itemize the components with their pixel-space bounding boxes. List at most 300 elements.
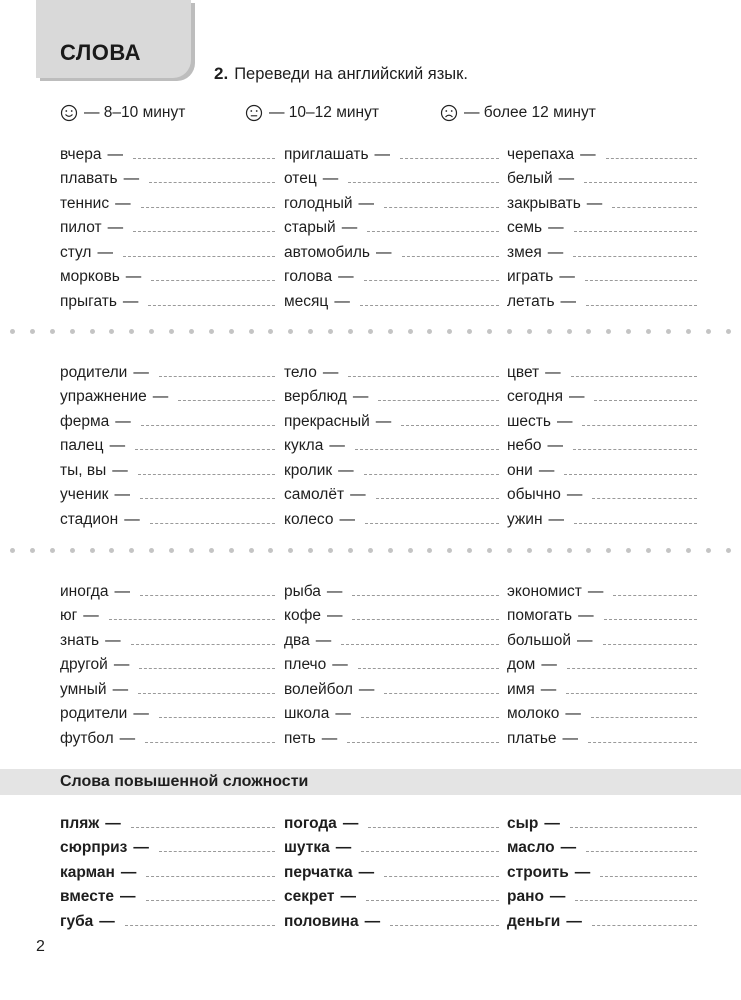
word: умный	[60, 680, 107, 698]
divider-dot	[408, 548, 413, 553]
divider-dot	[666, 548, 671, 553]
em-dash: —	[322, 170, 339, 187]
answer-line[interactable]	[586, 305, 697, 306]
word-row	[284, 504, 499, 529]
answer-line[interactable]	[402, 256, 500, 257]
word: обычно	[507, 486, 561, 503]
answer-line[interactable]	[564, 474, 697, 475]
section2-col2	[284, 357, 499, 529]
word-row	[60, 699, 275, 724]
answer-line[interactable]	[365, 523, 499, 524]
divider-dot	[50, 329, 55, 334]
word-row	[507, 723, 697, 748]
word-row	[507, 406, 697, 431]
section3-col3	[507, 576, 697, 748]
divider-dot	[606, 548, 611, 553]
word-row	[284, 237, 499, 262]
answer-line[interactable]	[355, 449, 499, 450]
answer-line[interactable]	[390, 925, 499, 926]
divider-dot	[666, 329, 671, 334]
word-row	[507, 357, 697, 382]
answer-line[interactable]	[573, 256, 697, 257]
em-dash: —	[107, 145, 123, 163]
answer-line[interactable]	[592, 498, 697, 499]
word: губа	[60, 912, 94, 930]
divider-dot	[368, 329, 373, 334]
divider-dot	[567, 548, 572, 553]
word-row	[507, 431, 697, 456]
word: кофе	[284, 607, 321, 624]
answer-line[interactable]	[352, 595, 499, 596]
em-dash: —	[541, 656, 557, 673]
divider-dot	[90, 548, 95, 553]
word-row	[507, 857, 697, 882]
divider-dot	[368, 548, 373, 553]
word-row	[60, 601, 275, 626]
divider-dot	[467, 329, 472, 334]
word-row	[507, 906, 697, 931]
word-row	[284, 406, 499, 431]
divider-dot	[487, 329, 492, 334]
em-dash: —	[375, 412, 392, 430]
word: рано	[507, 888, 544, 905]
word: колесо	[284, 510, 334, 528]
divider-dot	[70, 329, 75, 334]
em-dash: —	[113, 656, 130, 673]
em-dash: —	[566, 912, 582, 930]
divider-dot	[447, 548, 452, 553]
em-dash: —	[341, 219, 358, 236]
em-dash: —	[114, 582, 130, 600]
em-dash: —	[334, 292, 350, 310]
page-number: 2	[36, 938, 45, 955]
em-dash: —	[350, 486, 366, 503]
em-dash: —	[112, 461, 128, 479]
divider-dot	[209, 329, 214, 334]
word: иногда	[60, 582, 109, 600]
word-row	[507, 455, 697, 480]
divider-dot	[288, 548, 293, 553]
word-row	[507, 674, 697, 699]
word: платье	[507, 729, 557, 747]
answer-line[interactable]	[133, 231, 275, 232]
word-row	[284, 139, 499, 164]
answer-line[interactable]	[603, 644, 698, 645]
word: месяц	[284, 292, 329, 310]
word-row	[507, 188, 697, 213]
word-row	[60, 164, 275, 189]
divider-dot	[388, 329, 393, 334]
answer-line[interactable]	[384, 693, 499, 694]
answer-line[interactable]	[574, 523, 697, 524]
divider-dot	[149, 548, 154, 553]
answer-line[interactable]	[592, 925, 697, 926]
answer-line[interactable]	[148, 305, 275, 306]
em-dash: —	[97, 243, 113, 261]
word-row	[60, 237, 275, 262]
answer-line[interactable]	[178, 400, 275, 401]
word-row	[60, 213, 275, 238]
word-row	[284, 650, 499, 675]
divider-dot	[249, 548, 254, 553]
em-dash: —	[540, 680, 557, 698]
divider-dot	[30, 329, 35, 334]
answer-line[interactable]	[140, 595, 275, 596]
divider-dot	[109, 548, 114, 553]
word: летать	[507, 292, 555, 310]
section3-col2	[284, 576, 499, 748]
word: пилот	[60, 219, 102, 236]
answer-line[interactable]	[575, 900, 697, 901]
answer-line[interactable]	[138, 474, 275, 475]
task-number: 2.	[214, 64, 229, 83]
answer-line[interactable]	[347, 742, 499, 743]
word: старый	[284, 219, 336, 236]
legend-fast	[60, 104, 185, 122]
em-dash: —	[545, 363, 561, 381]
word-row	[60, 625, 275, 650]
answer-line[interactable]	[574, 231, 697, 232]
answer-line[interactable]	[400, 158, 499, 159]
em-dash: —	[577, 631, 593, 649]
em-dash: —	[133, 363, 149, 381]
em-dash: —	[109, 437, 126, 454]
word-row	[507, 262, 697, 287]
divider-dots	[0, 329, 741, 335]
answer-line[interactable]	[358, 668, 499, 669]
word: палец	[60, 437, 104, 454]
word-row	[60, 650, 275, 675]
em-dash: —	[133, 839, 149, 856]
divider-dot	[527, 329, 532, 334]
divider-dot	[586, 548, 591, 553]
word-row	[284, 808, 499, 833]
answer-line[interactable]	[150, 523, 275, 524]
divider-dot	[706, 329, 711, 334]
em-dash: —	[538, 461, 555, 479]
divider-dot	[129, 548, 134, 553]
answer-line[interactable]	[159, 851, 275, 852]
divider-dot	[626, 548, 631, 553]
word: сюрприз	[60, 839, 128, 856]
legend-slow	[440, 104, 596, 122]
answer-line[interactable]	[341, 644, 499, 645]
word: закрывать	[507, 194, 581, 212]
answer-line[interactable]	[588, 742, 697, 743]
word: голодный	[284, 194, 353, 212]
answer-line[interactable]	[109, 619, 275, 620]
divider-dot	[547, 548, 552, 553]
divider-dot	[427, 329, 432, 334]
em-dash: —	[152, 388, 169, 405]
answer-line[interactable]	[131, 827, 275, 828]
word-row	[60, 833, 275, 858]
section3-col1	[60, 576, 275, 748]
divider-dot	[169, 329, 174, 334]
answer-line[interactable]	[135, 449, 275, 450]
divider-dot	[507, 329, 512, 334]
word-row	[284, 906, 499, 931]
divider-dot	[646, 548, 651, 553]
answer-line[interactable]	[348, 182, 499, 183]
word-row	[60, 480, 275, 505]
answer-line[interactable]	[125, 925, 275, 926]
advanced-col2	[284, 808, 499, 931]
divider-dot	[70, 548, 75, 553]
answer-line[interactable]	[384, 876, 499, 877]
header-tab	[36, 0, 191, 78]
answer-line[interactable]	[146, 876, 275, 877]
word-row	[60, 857, 275, 882]
word-row	[60, 504, 275, 529]
divider-dot	[229, 548, 234, 553]
word: родители	[60, 363, 128, 381]
answer-line[interactable]	[141, 425, 275, 426]
word-row	[507, 164, 697, 189]
word-row	[507, 576, 697, 601]
divider-dot	[586, 329, 591, 334]
answer-line[interactable]	[361, 851, 499, 852]
divider-dot	[626, 329, 631, 334]
answer-line[interactable]	[361, 717, 499, 718]
answer-line[interactable]	[567, 668, 697, 669]
word: вчера	[60, 145, 102, 163]
answer-line[interactable]	[149, 182, 275, 183]
answer-line[interactable]	[366, 900, 499, 901]
word-row	[284, 674, 499, 699]
word-row	[284, 164, 499, 189]
word-row	[284, 455, 499, 480]
em-dash: —	[574, 863, 591, 881]
neutral-face-icon	[245, 104, 263, 122]
answer-line[interactable]	[591, 717, 697, 718]
divider-dot	[686, 329, 691, 334]
divider-dot	[149, 329, 154, 334]
answer-line[interactable]	[613, 595, 697, 596]
answer-line[interactable]	[131, 644, 275, 645]
word: прекрасный	[284, 412, 370, 430]
word: родители	[60, 705, 128, 722]
answer-line[interactable]	[376, 498, 499, 499]
word: теннис	[60, 194, 110, 212]
divider-dot	[408, 329, 413, 334]
word: прыгать	[60, 292, 117, 310]
word-row	[507, 625, 697, 650]
answer-line[interactable]	[364, 474, 499, 475]
divider-dot	[30, 548, 35, 553]
word: плавать	[60, 170, 118, 187]
task-instruction	[214, 64, 468, 84]
word-row	[284, 833, 499, 858]
answer-line[interactable]	[133, 158, 275, 159]
divider-dot	[90, 329, 95, 334]
em-dash: —	[358, 194, 374, 212]
advanced-col1	[60, 808, 275, 931]
task-text: Переведи на английский язык.	[234, 65, 468, 83]
divider-dot	[209, 548, 214, 553]
section1-col3	[507, 139, 697, 311]
answer-line[interactable]	[146, 900, 275, 901]
answer-line[interactable]	[145, 742, 275, 743]
word-row	[284, 699, 499, 724]
answer-line[interactable]	[159, 717, 275, 718]
smile-icon	[60, 104, 78, 122]
advanced-title: Слова повышенной сложности	[60, 773, 309, 790]
word: строить	[507, 863, 569, 881]
word-row	[507, 504, 697, 529]
divider-dot	[348, 548, 353, 553]
word: петь	[284, 729, 316, 747]
word-row	[60, 139, 275, 164]
word: ты, вы	[60, 461, 107, 479]
divider-dot	[189, 329, 194, 334]
advanced-col3	[507, 808, 697, 931]
word-row	[284, 213, 499, 238]
word: секрет	[284, 888, 335, 905]
word: большой	[507, 631, 571, 649]
answer-line[interactable]	[348, 376, 499, 377]
answer-line[interactable]	[123, 256, 275, 257]
divider-dot	[348, 329, 353, 334]
divider-dot	[487, 548, 492, 553]
em-dash: —	[587, 582, 604, 600]
em-dash: —	[560, 839, 577, 856]
answer-line[interactable]	[138, 693, 275, 694]
answer-line[interactable]	[585, 280, 697, 281]
answer-line[interactable]	[367, 231, 499, 232]
section1-col1	[60, 139, 275, 311]
word-row	[284, 357, 499, 382]
em-dash: —	[321, 729, 338, 747]
answer-line[interactable]	[573, 449, 697, 450]
divider-dot	[268, 329, 273, 334]
em-dash: —	[124, 510, 140, 528]
divider-dot	[109, 329, 114, 334]
word-row	[60, 576, 275, 601]
answer-line[interactable]	[401, 425, 499, 426]
answer-line[interactable]	[566, 693, 697, 694]
divider-dot	[646, 329, 651, 334]
word: плечо	[284, 656, 327, 673]
em-dash: —	[326, 607, 343, 624]
em-dash: —	[358, 863, 375, 881]
word: черепаха	[507, 145, 575, 163]
word-row	[284, 286, 499, 311]
word: сыр	[507, 814, 539, 832]
em-dash: —	[83, 607, 99, 624]
word: автомобиль	[284, 243, 370, 261]
answer-line[interactable]	[571, 376, 697, 377]
legend-medium-text: — 10–12 минут	[269, 104, 379, 121]
word-row	[60, 455, 275, 480]
em-dash: —	[115, 412, 131, 430]
answer-line[interactable]	[378, 400, 499, 401]
word: молоко	[507, 705, 560, 722]
em-dash: —	[549, 888, 566, 905]
answer-line[interactable]	[384, 207, 499, 208]
answer-line[interactable]	[612, 207, 697, 208]
divider-dot	[10, 329, 15, 334]
em-dash: —	[115, 194, 131, 212]
word: другой	[60, 656, 108, 673]
word: ученик	[60, 486, 109, 503]
answer-line[interactable]	[368, 827, 499, 828]
answer-line[interactable]	[364, 280, 499, 281]
word-row	[507, 286, 697, 311]
word-row	[284, 382, 499, 407]
em-dash: —	[122, 292, 139, 310]
word: шесть	[507, 412, 551, 430]
divider-dot	[527, 548, 532, 553]
em-dash: —	[326, 582, 343, 600]
answer-line[interactable]	[584, 182, 697, 183]
em-dash: —	[342, 814, 359, 832]
answer-line[interactable]	[352, 619, 499, 620]
word-row	[507, 650, 697, 675]
word-row	[60, 674, 275, 699]
answer-line[interactable]	[606, 158, 697, 159]
word-row	[507, 139, 697, 164]
answer-line[interactable]	[159, 376, 275, 377]
word: юг	[60, 607, 78, 624]
em-dash: —	[586, 194, 603, 212]
divider-dot	[427, 548, 432, 553]
word: рыба	[284, 582, 321, 600]
em-dash: —	[107, 219, 124, 236]
answer-line[interactable]	[140, 498, 275, 499]
word: играть	[507, 268, 554, 285]
divider-dot	[169, 548, 174, 553]
word-row	[507, 882, 697, 907]
word-row	[284, 601, 499, 626]
divider-dot	[507, 548, 512, 553]
word-row	[284, 431, 499, 456]
word: карман	[60, 863, 115, 881]
answer-line[interactable]	[141, 207, 275, 208]
em-dash: —	[548, 219, 564, 236]
word-row	[507, 213, 697, 238]
em-dash: —	[133, 705, 149, 722]
em-dash: —	[560, 292, 577, 310]
answer-line[interactable]	[360, 305, 499, 306]
word: упражнение	[60, 388, 147, 405]
answer-line[interactable]	[600, 876, 697, 877]
word-row	[284, 480, 499, 505]
answer-line[interactable]	[151, 280, 275, 281]
em-dash: —	[566, 486, 583, 503]
page-title: СЛОВА	[60, 40, 142, 65]
legend-fast-text: — 8–10 минут	[84, 104, 186, 121]
answer-line[interactable]	[570, 827, 697, 828]
word: приглашать	[284, 145, 369, 163]
answer-line[interactable]	[582, 425, 697, 426]
word: погода	[284, 814, 337, 832]
em-dash: —	[358, 680, 375, 698]
em-dash: —	[374, 145, 391, 163]
answer-line[interactable]	[604, 619, 697, 620]
answer-line[interactable]	[586, 851, 697, 852]
answer-line[interactable]	[139, 668, 275, 669]
word: ужин	[507, 510, 543, 528]
em-dash: —	[562, 729, 579, 747]
section2-col1	[60, 357, 275, 529]
em-dash: —	[558, 170, 575, 187]
em-dash: —	[99, 912, 115, 930]
em-dash: —	[315, 631, 332, 649]
word-row	[507, 699, 697, 724]
answer-line[interactable]	[594, 400, 697, 401]
divider-dot	[288, 329, 293, 334]
